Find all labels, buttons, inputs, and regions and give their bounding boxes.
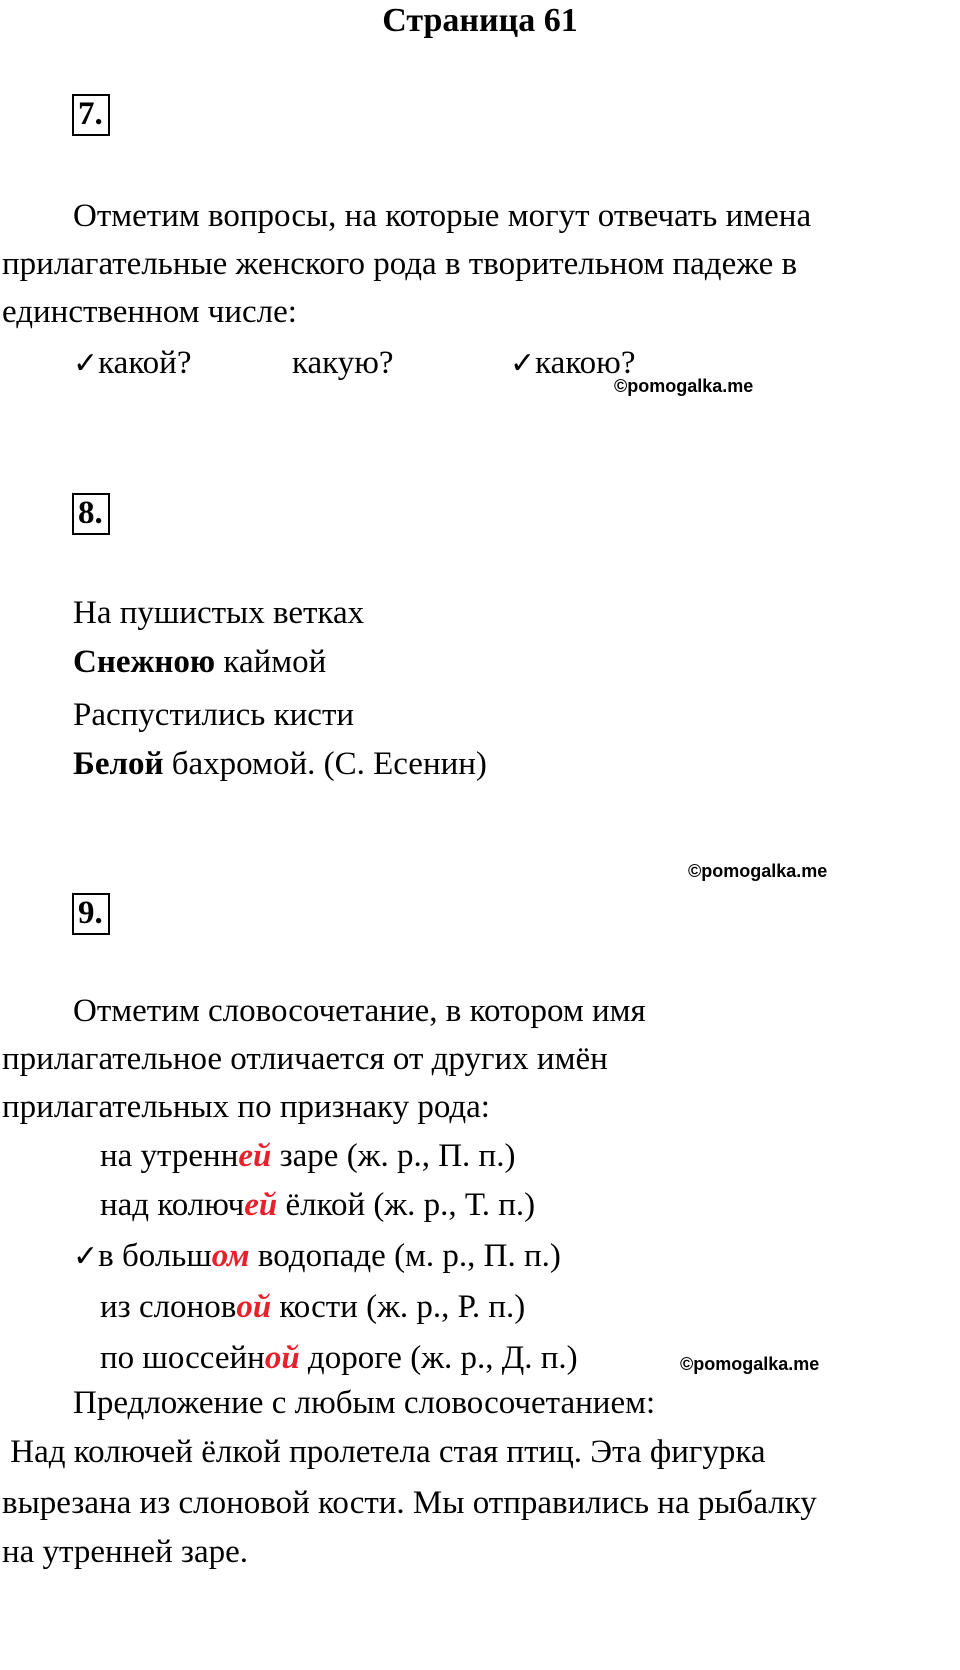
task7-option-1 xyxy=(73,344,192,383)
task9-intro-line-3: прилагательных по признаку рода: xyxy=(2,1089,490,1125)
task-number-8: 8. xyxy=(72,493,110,535)
sentence-line-2: вырезана из слоновой кости. Мы отправились на рыбалку xyxy=(2,1485,817,1521)
phrase-stem: над колюч xyxy=(100,1187,245,1223)
phrase-item-2 xyxy=(100,1186,535,1224)
task-number-7: 7. xyxy=(72,94,110,136)
phrase-item-4 xyxy=(100,1288,525,1326)
poem-line-4 xyxy=(73,745,487,783)
phrase-rest: дороге (ж. р., Д. п.) xyxy=(299,1340,578,1376)
poem-line-text: каймой xyxy=(215,644,327,680)
task-number-9: 9. xyxy=(72,893,110,935)
sentence-line-1: Над колючей ёлкой пролетела стая птиц. Эта фигурка xyxy=(2,1434,766,1470)
phrase-stem: по шоссейн xyxy=(100,1340,265,1376)
phrase-item-5 xyxy=(100,1339,578,1377)
watermark: ©pomogalka.me xyxy=(614,376,754,396)
adjective-ending: ом xyxy=(211,1238,250,1274)
watermark: ©pomogalka.me xyxy=(680,1354,820,1374)
sentence-heading: Предложение с любым словосочетанием: xyxy=(73,1385,656,1421)
task7-option-text: какою? xyxy=(535,345,636,381)
phrase-stem: на утренн xyxy=(100,1138,239,1174)
bold-adjective: Снежною xyxy=(73,644,216,680)
task7-option-text: какую? xyxy=(292,345,394,381)
task7-option-2 xyxy=(292,344,394,382)
sentence-line-3: на утренней заре. xyxy=(2,1534,248,1570)
poem-line-2 xyxy=(73,643,326,681)
watermark: ©pomogalka.me xyxy=(688,861,828,881)
phrase-rest: заре (ж. р., П. п.) xyxy=(271,1138,516,1174)
phrase-stem: из слонов xyxy=(100,1289,237,1325)
adjective-ending: ой xyxy=(236,1289,272,1325)
phrase-rest: водопаде (м. р., П. п.) xyxy=(249,1238,561,1274)
page-title: Страница 61 xyxy=(382,2,578,39)
adjective-ending: ой xyxy=(264,1340,300,1376)
bold-adjective: Белой xyxy=(73,746,164,782)
adjective-ending: ей xyxy=(238,1138,272,1174)
poem-line-text: бахромой. (С. Есенин) xyxy=(163,746,487,782)
task7-option-text: какой? xyxy=(98,345,192,381)
task7-intro-line-1: Отметим вопросы, на которые могут отвечать имена xyxy=(73,198,812,234)
task9-intro-line-1: Отметим словосочетание, в котором имя xyxy=(73,993,646,1029)
check-mark-icon: ✓ xyxy=(510,346,536,381)
task7-intro-line-2: прилагательные женского рода в творительном падеже в xyxy=(2,246,798,282)
phrase-rest: ёлкой (ж. р., Т. п.) xyxy=(277,1187,536,1223)
phrase-rest: кости (ж. р., Р. п.) xyxy=(271,1289,526,1325)
phrase-stem: в больш xyxy=(98,1238,212,1274)
check-mark-icon: ✓ xyxy=(73,346,99,381)
check-mark-icon: ✓ xyxy=(73,1239,99,1274)
task7-intro-line-3: единственном числе: xyxy=(2,294,297,330)
adjective-ending: ей xyxy=(244,1187,278,1223)
phrase-item-1 xyxy=(100,1137,515,1175)
poem-line-1: На пушистых ветках xyxy=(73,595,365,631)
task9-intro-line-2: прилагательное отличается от других имён xyxy=(2,1041,608,1077)
poem-line-3: Распустились кисти xyxy=(73,697,355,733)
phrase-item-3 xyxy=(73,1237,561,1276)
